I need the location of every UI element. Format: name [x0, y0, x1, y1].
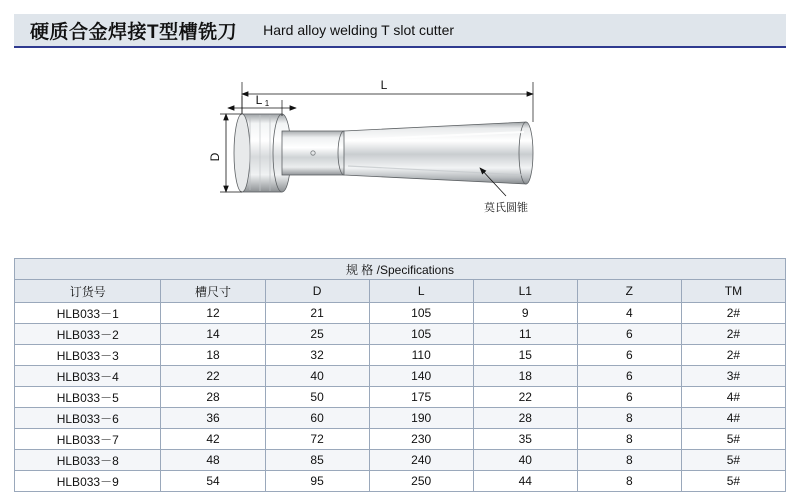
cell-l: 140 [369, 366, 473, 387]
cell-slot-size: 28 [161, 387, 265, 408]
cell-order-no: HLB033－7 [15, 429, 161, 450]
cell-d: 60 [265, 408, 369, 429]
cell-slot-size: 48 [161, 450, 265, 471]
cell-slot-size: 18 [161, 345, 265, 366]
column-header-d: D [265, 280, 369, 303]
cell-l: 190 [369, 408, 473, 429]
callout-label: 莫氏圆锥 [484, 202, 528, 214]
dimension-L [242, 78, 533, 122]
cell-d: 72 [265, 429, 369, 450]
column-header-slot-size: 槽尺寸 [161, 280, 265, 303]
cell-l: 175 [369, 387, 473, 408]
cell-l1: 15 [473, 345, 577, 366]
dim-label-D: D [208, 152, 222, 162]
table-row [15, 324, 786, 345]
cell-order-no: HLB033－9 [15, 471, 161, 492]
product-drawing [14, 56, 786, 254]
cell-tm: 3# [681, 366, 785, 387]
dim-label-L: L [380, 78, 388, 92]
table-title: 规 格 /Specifications [15, 259, 786, 280]
cell-z: 4 [577, 303, 681, 324]
table-row [15, 408, 786, 429]
table-row [15, 471, 786, 492]
cell-l1: 28 [473, 408, 577, 429]
cell-tm: 2# [681, 345, 785, 366]
cell-d: 85 [265, 450, 369, 471]
cell-tm: 5# [681, 429, 785, 450]
cell-d: 95 [265, 471, 369, 492]
cell-l1: 9 [473, 303, 577, 324]
cell-l: 105 [369, 324, 473, 345]
cell-l1: 44 [473, 471, 577, 492]
cell-z: 6 [577, 345, 681, 366]
cell-slot-size: 22 [161, 366, 265, 387]
cell-d: 32 [265, 345, 369, 366]
cell-order-no: HLB033－3 [15, 345, 161, 366]
cell-z: 6 [577, 324, 681, 345]
cell-slot-size: 42 [161, 429, 265, 450]
page-title-en: Hard alloy welding T slot cutter [263, 22, 455, 38]
cell-order-no: HLB033－2 [15, 324, 161, 345]
cell-z: 6 [577, 366, 681, 387]
cell-tm: 4# [681, 387, 785, 408]
cell-tm: 5# [681, 450, 785, 471]
cell-tm: 4# [681, 408, 785, 429]
table-row [15, 345, 786, 366]
cell-z: 6 [577, 387, 681, 408]
cell-d: 25 [265, 324, 369, 345]
table-title-row [15, 259, 786, 280]
cell-l1: 22 [473, 387, 577, 408]
cell-z: 8 [577, 450, 681, 471]
cell-order-no: HLB033－5 [15, 387, 161, 408]
cell-l1: 11 [473, 324, 577, 345]
column-header-z: Z [577, 280, 681, 303]
cell-tm: 2# [681, 324, 785, 345]
cell-order-no: HLB033－6 [15, 408, 161, 429]
table-row [15, 450, 786, 471]
dimension-L1 [228, 93, 296, 116]
cell-tm: 2# [681, 303, 785, 324]
cell-order-no: HLB033－1 [15, 303, 161, 324]
cell-z: 8 [577, 408, 681, 429]
cell-l: 110 [369, 345, 473, 366]
cell-tm: 5# [681, 471, 785, 492]
cell-slot-size: 54 [161, 471, 265, 492]
cell-slot-size: 14 [161, 324, 265, 345]
cell-z: 8 [577, 429, 681, 450]
dim-label-L1-subscript: 1 [264, 99, 270, 108]
cell-order-no: HLB033－8 [15, 450, 161, 471]
table-header-row [15, 280, 786, 303]
dim-label-L1: L [255, 93, 263, 107]
table-row [15, 387, 786, 408]
cell-l1: 35 [473, 429, 577, 450]
specifications-table [14, 258, 786, 492]
cell-l1: 18 [473, 366, 577, 387]
cell-l: 250 [369, 471, 473, 492]
column-header-tm: TM [681, 280, 785, 303]
column-header-l1: L1 [473, 280, 577, 303]
page-header [14, 14, 786, 48]
column-header-l: L [369, 280, 473, 303]
cell-order-no: HLB033－4 [15, 366, 161, 387]
cell-l1: 40 [473, 450, 577, 471]
cell-slot-size: 36 [161, 408, 265, 429]
cell-l: 105 [369, 303, 473, 324]
table-row [15, 303, 786, 324]
cell-d: 40 [265, 366, 369, 387]
table-row [15, 366, 786, 387]
page-title-cn: 硬质合金焊接T型槽铣刀 [30, 21, 238, 43]
cell-d: 50 [265, 387, 369, 408]
column-header-order-no: 订货号 [15, 280, 161, 303]
cutter-shank-graphic [344, 122, 533, 184]
cell-l: 240 [369, 450, 473, 471]
cell-z: 8 [577, 471, 681, 492]
cutter-neck-graphic [282, 131, 350, 175]
cell-d: 21 [265, 303, 369, 324]
cell-l: 230 [369, 429, 473, 450]
table-row [15, 429, 786, 450]
cell-slot-size: 12 [161, 303, 265, 324]
